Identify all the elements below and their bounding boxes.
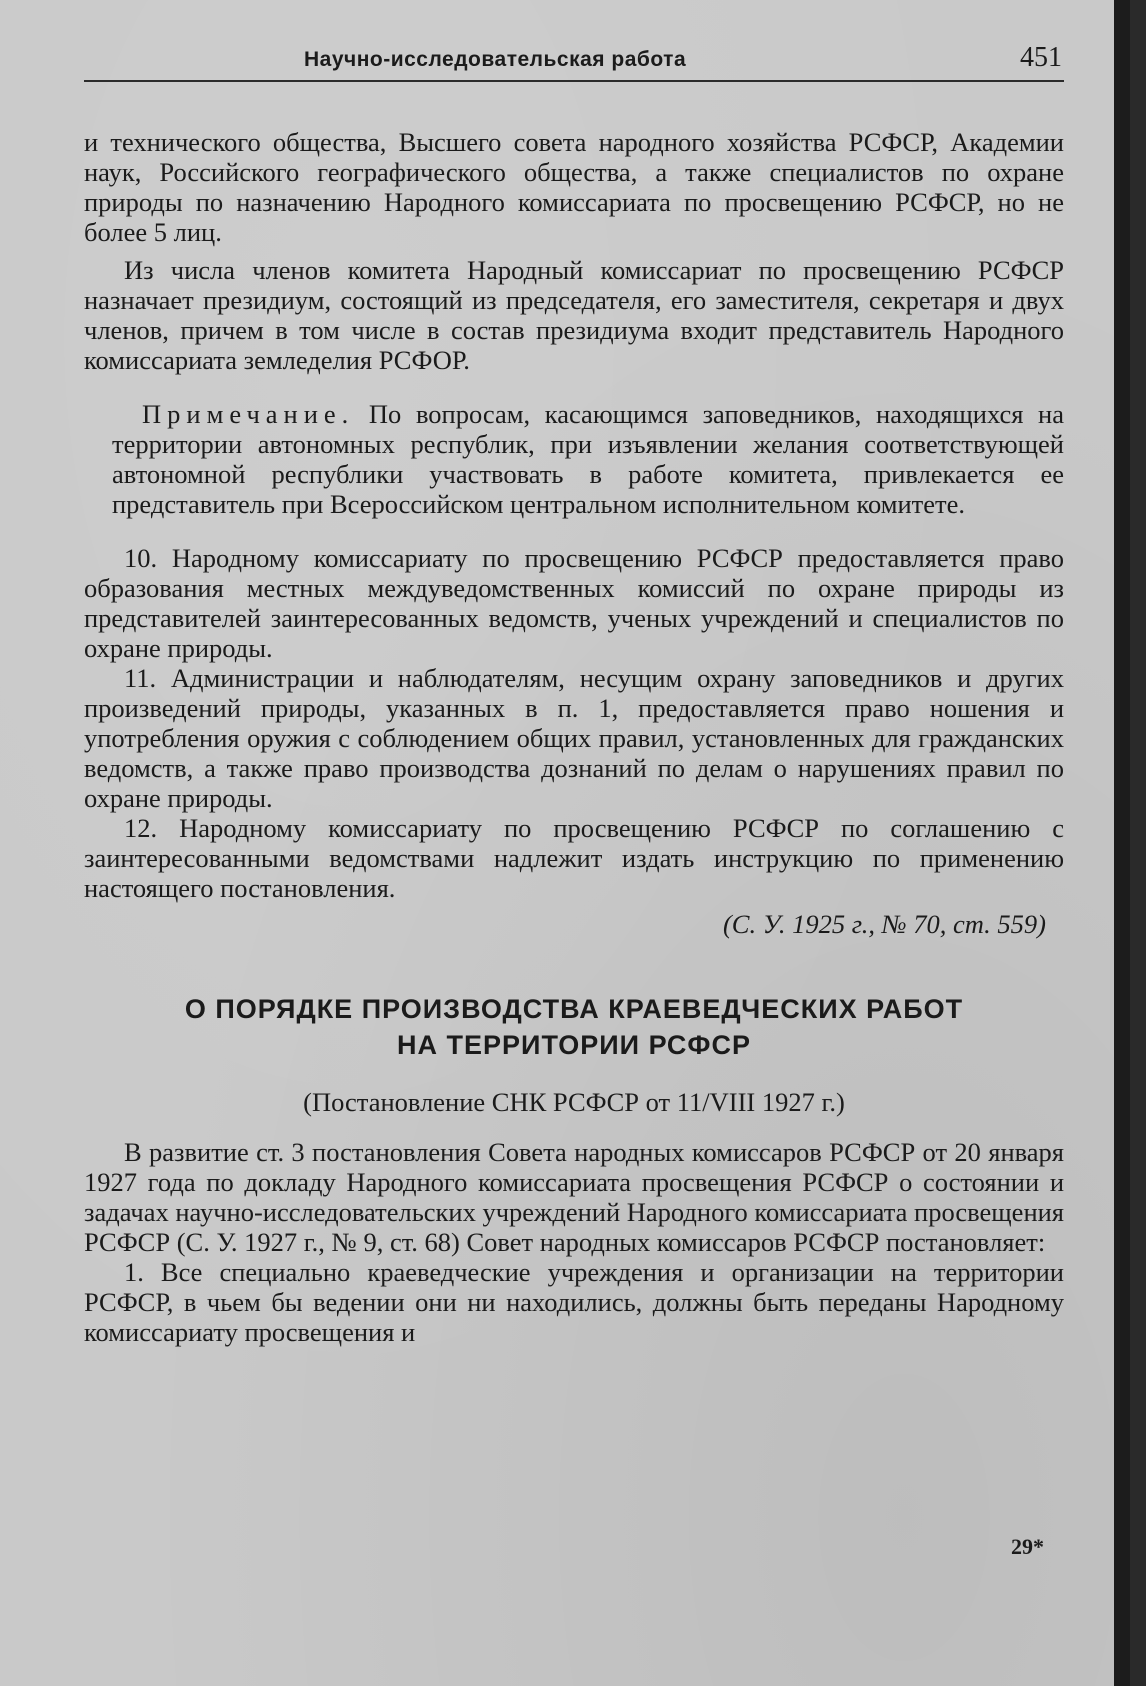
section-intro: В развитие ст. 3 постановления Совета народных комиссаров РСФСР от 20 января 1927 года по докладу Народного комиссариата просвещения РСФСР о состоянии и задачах научно-исследовательских учреждений Народного комиссариата просвещения РСФСР (С. У. 1927 г., № 9, ст. 68) Совет народных комиссаров РСФСР постановляет:: [84, 1137, 1064, 1257]
paragraph-10: 10. Народному комиссариату по просвещению РСФСР предоставляется право образования местных междуведомственных комиссий по охране природы из представителей заинтересованных ведомств, ученых учреждений и специалистов по охране природы.: [84, 543, 1064, 663]
section-heading-line-1: О ПОРЯДКЕ ПРОИЗВОДСТВА КРАЕВЕДЧЕСКИХ РАБОТ: [184, 994, 964, 1024]
paragraph-presidium: Из числа членов комитета Народный комиссариат по просвещению РСФСР назначает президиум, состоящий из председателя, его заместителя, секретаря и двух членов, причем в том числе в состав президиума входит представитель Народного комиссариата земледелия РСФОР.: [84, 255, 1064, 375]
page-body: [84, 127, 1064, 1347]
paragraph-11: 11. Администрации и наблюдателям, несущим охрану заповедников и других произведений природы, указанных в п. 1, предоставляется право ношения и употребления оружия с соблюдением общих правил, установленных для гражданских ведомств, а также право производства дознаний по делам о нарушениях правил по охране природы.: [84, 663, 1064, 813]
section-heading: [84, 991, 1064, 1063]
page-edge-shadow: [1114, 0, 1130, 1686]
note-text: По вопросам, касающимся заповедников, находящихся на территории автономных республик, при изъявлении желания соответствующей автономной республики участвовать в работе комитета, привлекается ее представитель при Всероссийском центральном исполнительном комитете.: [112, 399, 1064, 519]
section-item-1: 1. Все специально краеведческие учреждения и организации на территории РСФСР, в чьем бы ведении они ни находились, должны быть переданы Народному комиссариату просвещения и: [84, 1257, 1064, 1347]
signature-mark: 29*: [1011, 1534, 1044, 1559]
note-block: [112, 399, 1064, 519]
section-heading-line-2: НА ТЕРРИТОРИИ РСФСР: [397, 1030, 751, 1060]
running-header: [84, 40, 1064, 82]
note-label: Примечание.: [142, 399, 355, 429]
section-subheading: (Постановление СНК РСФСР от 11/VIII 1927 г.): [303, 1087, 845, 1117]
citation: (С. У. 1925 г., № 70, ст. 559): [722, 909, 1046, 939]
page-number: 451: [1020, 42, 1062, 73]
paragraph-continuation: и технического общества, Высшего совета народного хозяйства РСФСР, Академии наук, Российского географического общества, а также специалистов по охране природы по назначению Народного комиссариата по просвещению РСФСР, но не более 5 лиц.: [84, 127, 1064, 247]
running-title: Научно-исследовательская работа: [304, 48, 687, 71]
paragraph-12: 12. Народному комиссариату по просвещению РСФСР по соглашению с заинтересованными ведомствами надлежит издать инструкцию по применению настоящего постановления.: [84, 813, 1064, 903]
